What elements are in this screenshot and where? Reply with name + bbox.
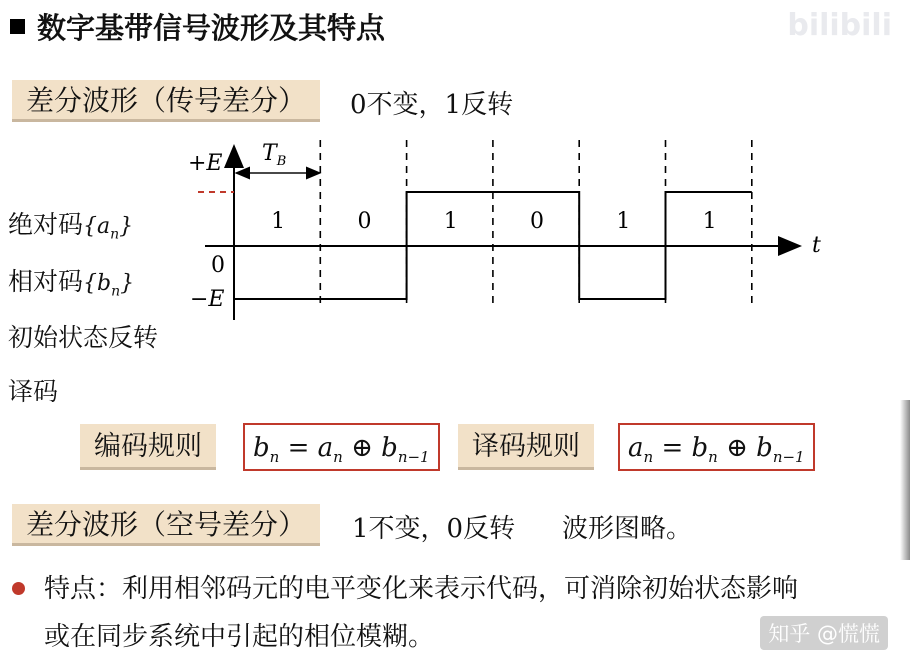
- period-label: $T_B$: [262, 141, 287, 169]
- encode-formula: $b_n = a_n$ ⊕ $b_{n-1}$: [243, 423, 440, 471]
- feature-bullet: [12, 582, 25, 595]
- section1-tag: 差分波形（传号差分）: [12, 80, 320, 122]
- title-text: 数字基带信号波形及其特点: [37, 11, 386, 45]
- bit-label: 0: [530, 209, 545, 234]
- page-edge-shadow: [900, 400, 910, 560]
- zero-label: 0: [211, 253, 225, 278]
- decode-formula: $a_n = b_n$ ⊕ $b_{n-1}$: [618, 423, 815, 471]
- section2-note: 波形图略。: [562, 514, 693, 544]
- feature-line2: 或在同步系统中引起的相位模糊。: [44, 622, 435, 652]
- bit-label: 1: [616, 209, 631, 234]
- zhihu-watermark: 知乎 @慌慌: [760, 616, 888, 650]
- section1-rule: 0不变，1反转: [350, 90, 514, 120]
- initial-state-label: 初始状态反转: [8, 323, 159, 352]
- feature-line1: 特点：利用相邻码元的电平变化来表示代码，可消除初始状态影响: [44, 574, 799, 604]
- section2-rule: 1不变，0反转: [352, 514, 516, 544]
- neg-E-label: −E: [190, 287, 225, 312]
- absolute-code-label: 绝对码$\{a_n\}$: [8, 210, 134, 243]
- decode-rule-tag: 译码规则: [458, 424, 594, 470]
- bit-label: 1: [443, 209, 458, 234]
- encode-rule-tag: 编码规则: [80, 424, 216, 470]
- section2-tag: 差分波形（空号差分）: [12, 504, 320, 546]
- bit-label: 1: [702, 209, 717, 234]
- bit-label: 0: [357, 209, 372, 234]
- time-axis-label: t: [812, 233, 821, 258]
- bit-labels: [271, 209, 717, 234]
- relative-code-label: 相对码$\{b_n\}$: [8, 267, 135, 300]
- pos-E-label: +E: [188, 151, 223, 176]
- decode-label: 译码: [8, 377, 59, 406]
- bilibili-watermark: bilibili: [787, 8, 892, 43]
- bit-label: 1: [271, 209, 286, 234]
